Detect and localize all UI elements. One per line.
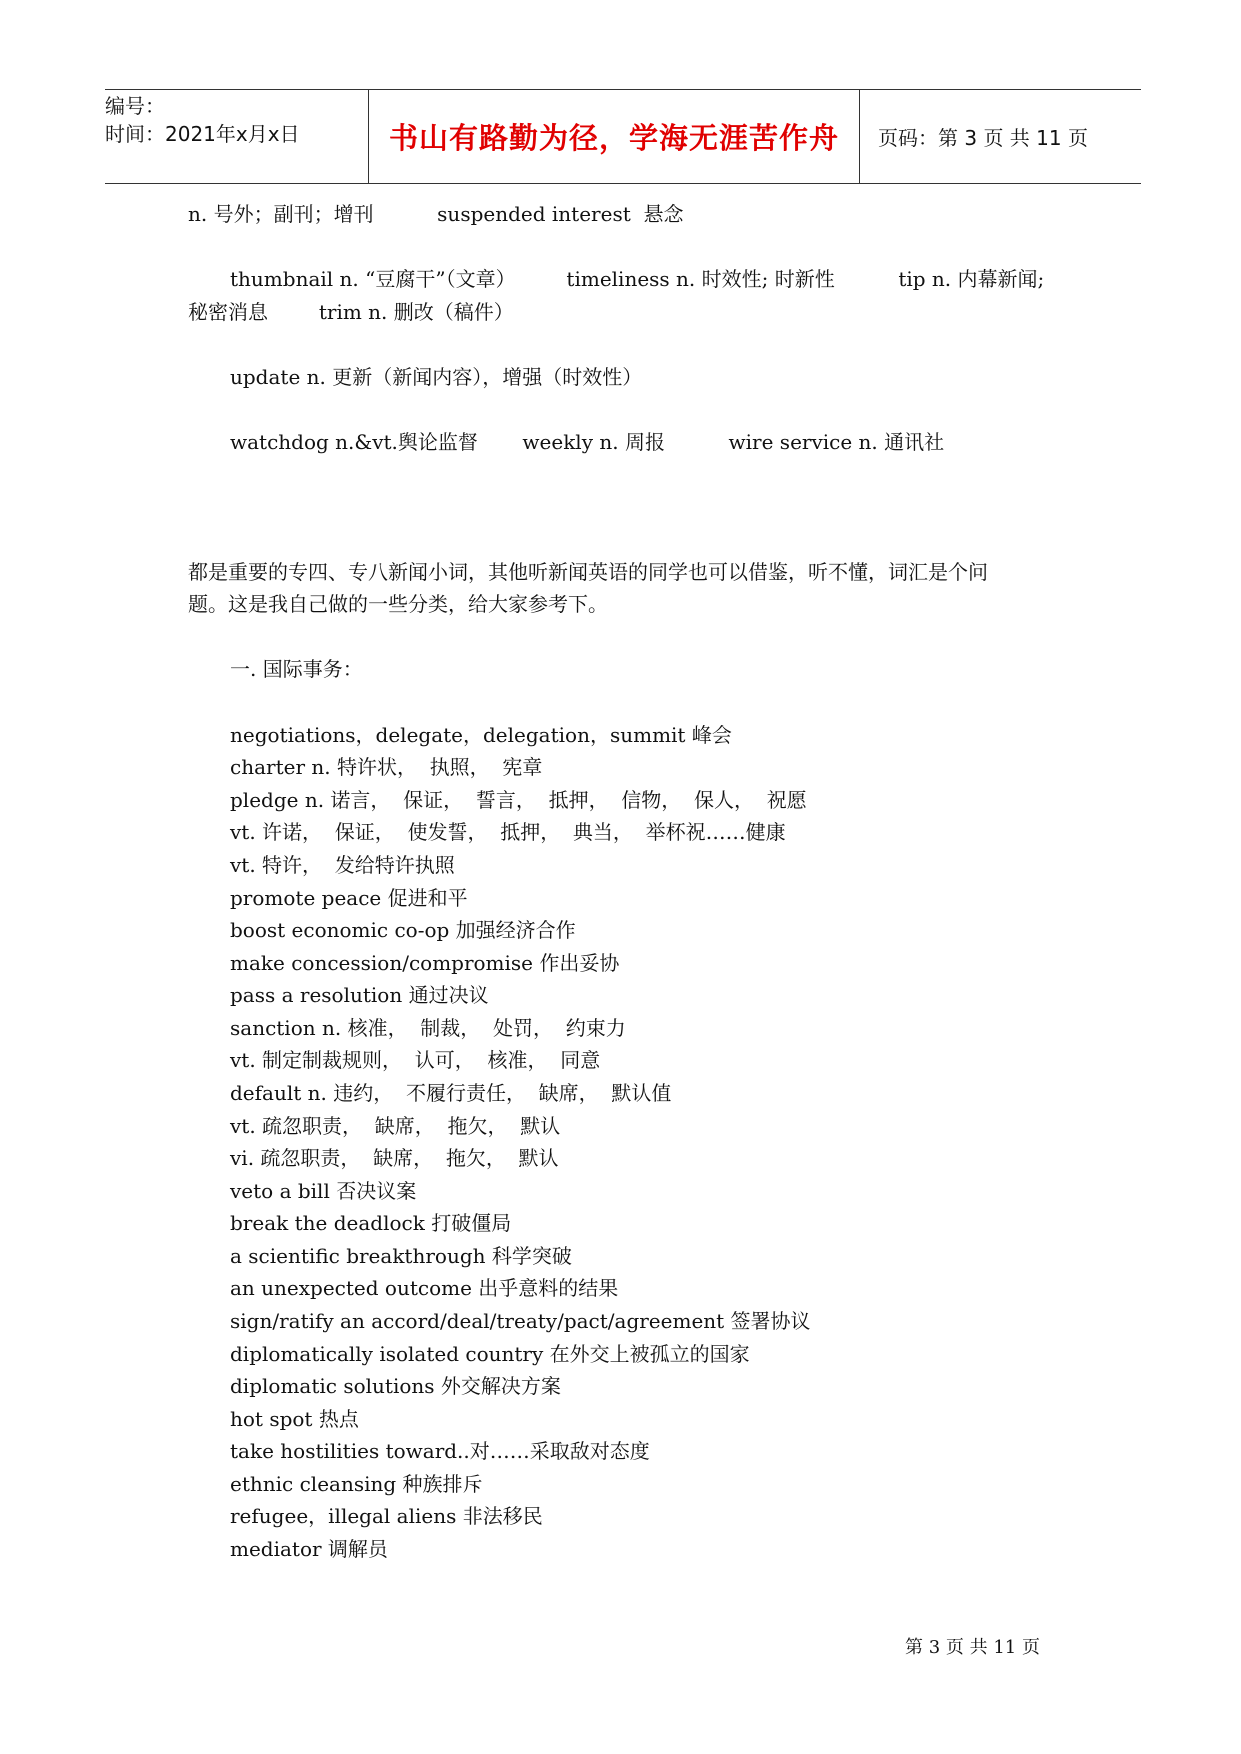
body-line: make concession/compromise 作出妥协 (230, 951, 620, 975)
body-line: watchdog n.&vt.舆论监督 weekly n. 周报 wire service n. 通讯社 (230, 430, 945, 454)
header-motto: 书山有路勤为径，学海无涯苦作舟 (388, 121, 839, 155)
page-header (105, 89, 1141, 184)
body-line: diplomatically isolated country 在外交上被孤立的国家 (230, 1342, 750, 1366)
header-page-label: 页码：第 3 页 共 11 页 (878, 126, 1088, 150)
body-line: mediator 调解员 (230, 1537, 388, 1561)
body-line: sign/ratify an accord/deal/treaty/pact/agreement 签署协议 (230, 1309, 811, 1333)
body-line: promote peace 促进和平 (230, 886, 468, 910)
document-number-label: 编号： (105, 94, 165, 118)
body-line: vt. 特许， 发给特许执照 (230, 853, 455, 877)
header-meta (105, 90, 368, 185)
body-line: thumbnail n. “豆腐干”（文章） timeliness n. 时效性; 时新性 tip n. 内幕新闻; (230, 267, 1045, 291)
body-line: charter n. 特许状， 执照， 宪章 (230, 755, 543, 779)
body-line: vi. 疏忽职责， 缺席， 拖欠， 默认 (230, 1146, 559, 1170)
body-line: sanction n. 核准， 制裁， 处罚， 约束力 (230, 1016, 626, 1040)
body-line: pass a resolution 通过决议 (230, 983, 489, 1007)
body-line: default n. 违约， 不履行责任， 缺席， 默认值 (230, 1081, 672, 1105)
body-line: update n. 更新（新闻内容），增强（时效性） (230, 365, 643, 389)
body-line: vt. 许诺， 保证， 使发誓， 抵押， 典当， 举杯祝……健康 (230, 820, 786, 844)
body-line: boost economic co-op 加强经济合作 (230, 918, 576, 942)
body-line: vt. 疏忽职责， 缺席， 拖欠， 默认 (230, 1114, 561, 1138)
body-line: an unexpected outcome 出乎意料的结果 (230, 1276, 619, 1300)
header-motto-cell (368, 90, 860, 183)
body-line: break the deadlock 打破僵局 (230, 1211, 512, 1235)
body-line: n. 号外；副刊；增刊 suspended interest 悬念 (188, 202, 684, 226)
body-line: 秘密消息 trim n. 删改（稿件） (188, 300, 514, 324)
header-page-cell (860, 90, 1158, 183)
body-line: take hostilities toward..对……采取敌对态度 (230, 1439, 650, 1463)
body-line: 一. 国际事务： (230, 657, 363, 681)
body-line: hot spot 热点 (230, 1407, 359, 1431)
body-line: diplomatic solutions 外交解决方案 (230, 1374, 561, 1398)
body-line: ethnic cleansing 种族排斥 (230, 1472, 483, 1496)
body-line: 题。这是我自己做的一些分类，给大家参考下。 (188, 592, 608, 616)
body-line: veto a bill 否决议案 (230, 1179, 417, 1203)
body-line: refugee，illegal aliens 非法移民 (230, 1504, 543, 1528)
body-line: negotiations，delegate，delegation，summit 峰会 (230, 723, 732, 747)
body-line: vt. 制定制裁规则， 认可， 核准， 同意 (230, 1048, 601, 1072)
document-time-label: 时间：2021年x月x日 (105, 122, 300, 146)
body-line: a scientific breakthrough 科学突破 (230, 1244, 572, 1268)
page-footer: 第 3 页 共 11 页 (905, 1637, 1040, 1658)
body-line: pledge n. 诺言， 保证， 誓言， 抵押， 信物， 保人， 祝愿 (230, 788, 807, 812)
body-line: 都是重要的专四、专八新闻小词，其他听新闻英语的同学也可以借鉴，听不懂，词汇是个问 (188, 560, 988, 584)
